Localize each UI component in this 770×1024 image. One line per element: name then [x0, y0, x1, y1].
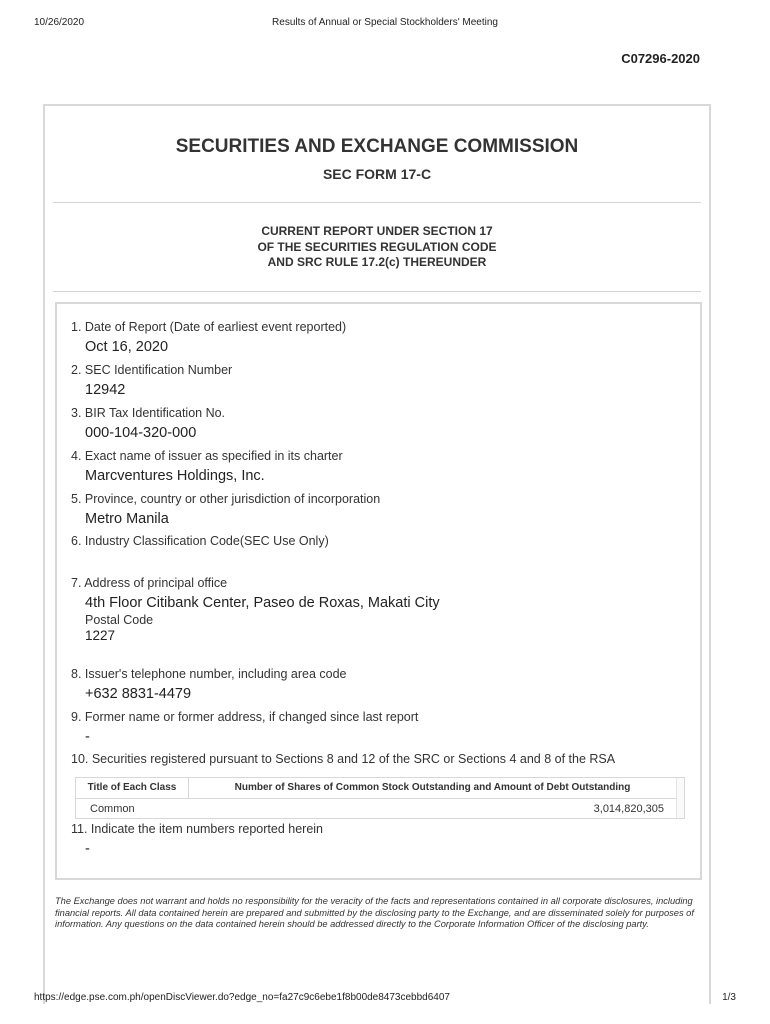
- item-item-numbers: [71, 822, 690, 857]
- postal-code-label: Postal Code: [85, 613, 154, 627]
- field-value: Metro Manila: [85, 511, 169, 527]
- divider: [53, 291, 701, 292]
- table-scrollbar[interactable]: [676, 778, 684, 818]
- report-title-line: OF THE SECURITIES REGULATION CODE: [257, 239, 497, 254]
- item-former-name: [71, 710, 690, 745]
- field-value: 000-104-320-000: [85, 425, 197, 441]
- field-label: 9. Former name or former address, if changed since last report: [71, 710, 419, 724]
- item-sec-id: [71, 363, 690, 398]
- reference-number: C07296-2020: [621, 51, 700, 66]
- field-label: 1. Date of Report (Date of earliest event reported): [71, 320, 347, 334]
- column-header-class: Title of Each Class: [76, 778, 189, 798]
- form-fields-box: [55, 302, 702, 880]
- report-title-line: CURRENT REPORT UNDER SECTION 17: [261, 224, 493, 238]
- print-date: 10/26/2020: [34, 17, 85, 28]
- field-label: 5. Province, country or other jurisdiction of incorporation: [71, 492, 381, 506]
- cell-class: Common: [90, 803, 135, 815]
- item-bir-tin: [71, 406, 690, 441]
- field-value: 4th Floor Citibank Center, Paseo de Roxas, Makati City: [85, 595, 440, 611]
- cell-shares: 3,014,820,305: [593, 803, 664, 815]
- field-label: 11. Indicate the item numbers reported herein: [71, 822, 323, 836]
- field-label: 2. SEC Identification Number: [71, 363, 233, 377]
- field-label: 4. Exact name of issuer as specified in its charter: [71, 449, 343, 463]
- item-date-of-report: [71, 320, 690, 355]
- divider: [53, 202, 701, 203]
- field-value: Oct 16, 2020: [85, 339, 169, 355]
- item-securities: [71, 752, 690, 766]
- securities-table: [75, 777, 685, 819]
- field-label: 7. Address of principal office: [71, 576, 228, 590]
- report-title-line: AND SRC RULE 17.2(c) THEREUNDER: [267, 255, 487, 269]
- form-name: SEC FORM 17-C: [322, 166, 432, 182]
- field-value: -: [85, 841, 90, 857]
- field-label: 10. Securities registered pursuant to Sections 8 and 12 of the SRC or Sections 4 and 8 of the RSA: [71, 752, 616, 766]
- field-value: Marcventures Holdings, Inc.: [85, 468, 265, 484]
- field-label: 3. BIR Tax Identification No.: [71, 406, 226, 420]
- disclaimer-text: The Exchange does not warrant and holds no responsibility for the veracity of the facts and representations contained in all corporate disclosures, including financial reports. All data contained herein are prepared and submitted by the disclosing party to the Exchange, and are disseminated solely for purposes of information. Any questions on the data contained herein should be addressed directly to the Corporate Information Officer of the disclosing party.: [55, 896, 694, 929]
- field-value: -: [85, 729, 90, 745]
- item-address: [71, 576, 690, 643]
- item-province: [71, 492, 690, 527]
- footer-url: https://edge.pse.com.ph/openDiscViewer.do?edge_no=fa27c9c6ebe1f8b00de8473cebbd6407: [34, 992, 450, 1003]
- item-issuer-name: [71, 449, 690, 484]
- report-title: [45, 224, 709, 271]
- table-header-row: [76, 778, 676, 799]
- table-row: [76, 799, 676, 819]
- print-header: [34, 17, 736, 31]
- field-value: 12942: [85, 382, 126, 398]
- disclosure-panel: [43, 104, 711, 1004]
- field-value: +632 8831-4479: [85, 686, 192, 702]
- postal-code-value: 1227: [85, 628, 116, 643]
- item-telephone: [71, 667, 690, 702]
- column-header-shares: Number of Shares of Common Stock Outstanding and Amount of Debt Outstanding: [234, 782, 631, 793]
- item-industry-code: [71, 534, 690, 548]
- print-title: Results of Annual or Special Stockholders' Meeting: [272, 17, 498, 28]
- page-number: 1/3: [722, 992, 736, 1003]
- print-footer: [34, 992, 736, 1006]
- field-label: 6. Industry Classification Code(SEC Use Only): [71, 534, 329, 548]
- agency-title: SECURITIES AND EXCHANGE COMMISSION: [175, 136, 579, 157]
- field-label: 8. Issuer's telephone number, including area code: [71, 667, 347, 681]
